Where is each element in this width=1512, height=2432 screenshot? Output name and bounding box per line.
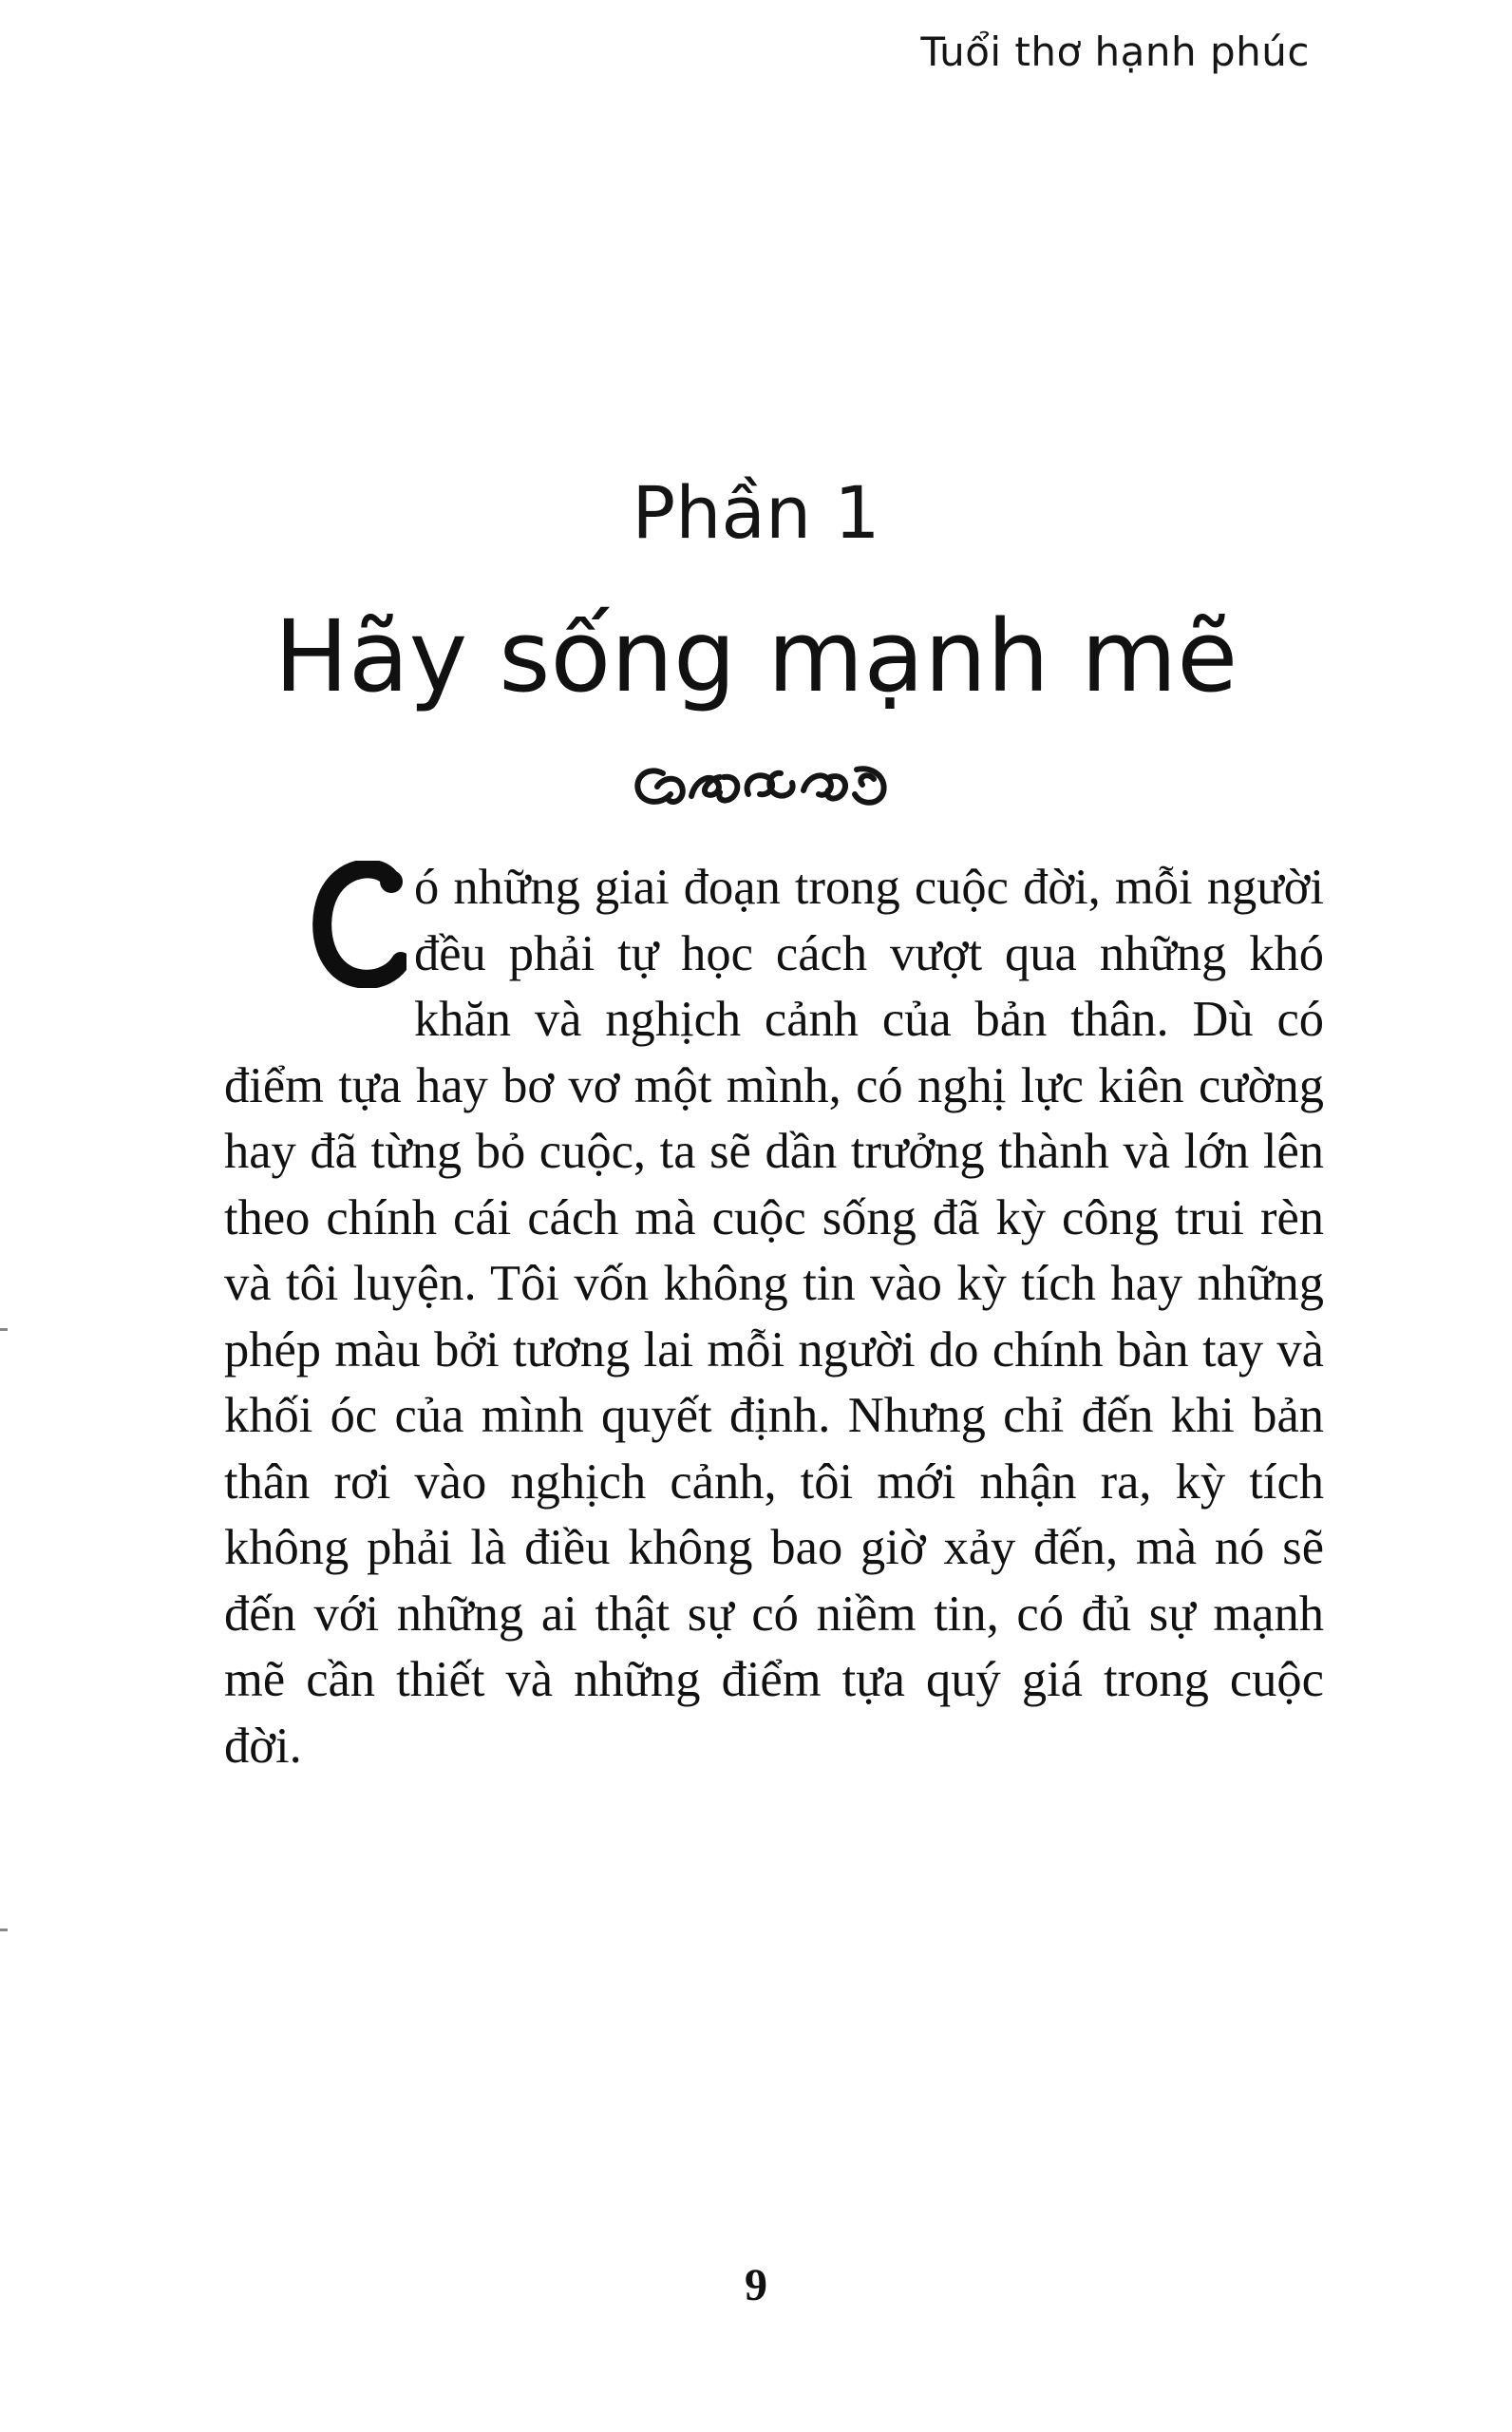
scan-edge-mark [0, 1328, 8, 1331]
chapter-title: Hãy sống mạnh mẽ [274, 598, 1238, 714]
scan-edge-mark [0, 1928, 8, 1931]
drop-cap-c-glyph [312, 861, 406, 988]
body-text: ó những giai đoạn trong cuộc đời, mỗi người đều phải tự học cách vượt qua những khó khăn và nghịch cảnh của bản thân. Dù có điểm tựa hay bơ vơ một mình, có nghị lực kiên cường hay đã từng bỏ cuộc, ta sẽ dần trưởng thành và lớn lên theo chính cái cách mà cuộc sống đã kỳ công trui rèn và tôi luyện. Tôi vốn không tin vào kỳ tích hay những phép màu bởi tương lai mỗi người do chính bàn tay và khối óc của mình quyết định. Nhưng chỉ đến khi bản thân rơi vào nghịch cảnh, tôi mới nhận ra, kỳ tích không phải là điều không bao giờ xảy đến, mà nó sẽ đến với những ai thật sự có niềm tin, có đủ sự mạnh mẽ cần thiết và những điểm tựa quý giá trong cuộc đời. [224, 860, 1324, 1774]
part-label: Phần 1 [632, 470, 880, 555]
page-number: 9 [745, 2260, 767, 2310]
running-header: Tuổi thơ hạnh phúc [920, 28, 1310, 75]
drop-cap [312, 861, 406, 988]
ornament-icon [629, 752, 898, 819]
body-paragraph [224, 855, 1324, 1779]
